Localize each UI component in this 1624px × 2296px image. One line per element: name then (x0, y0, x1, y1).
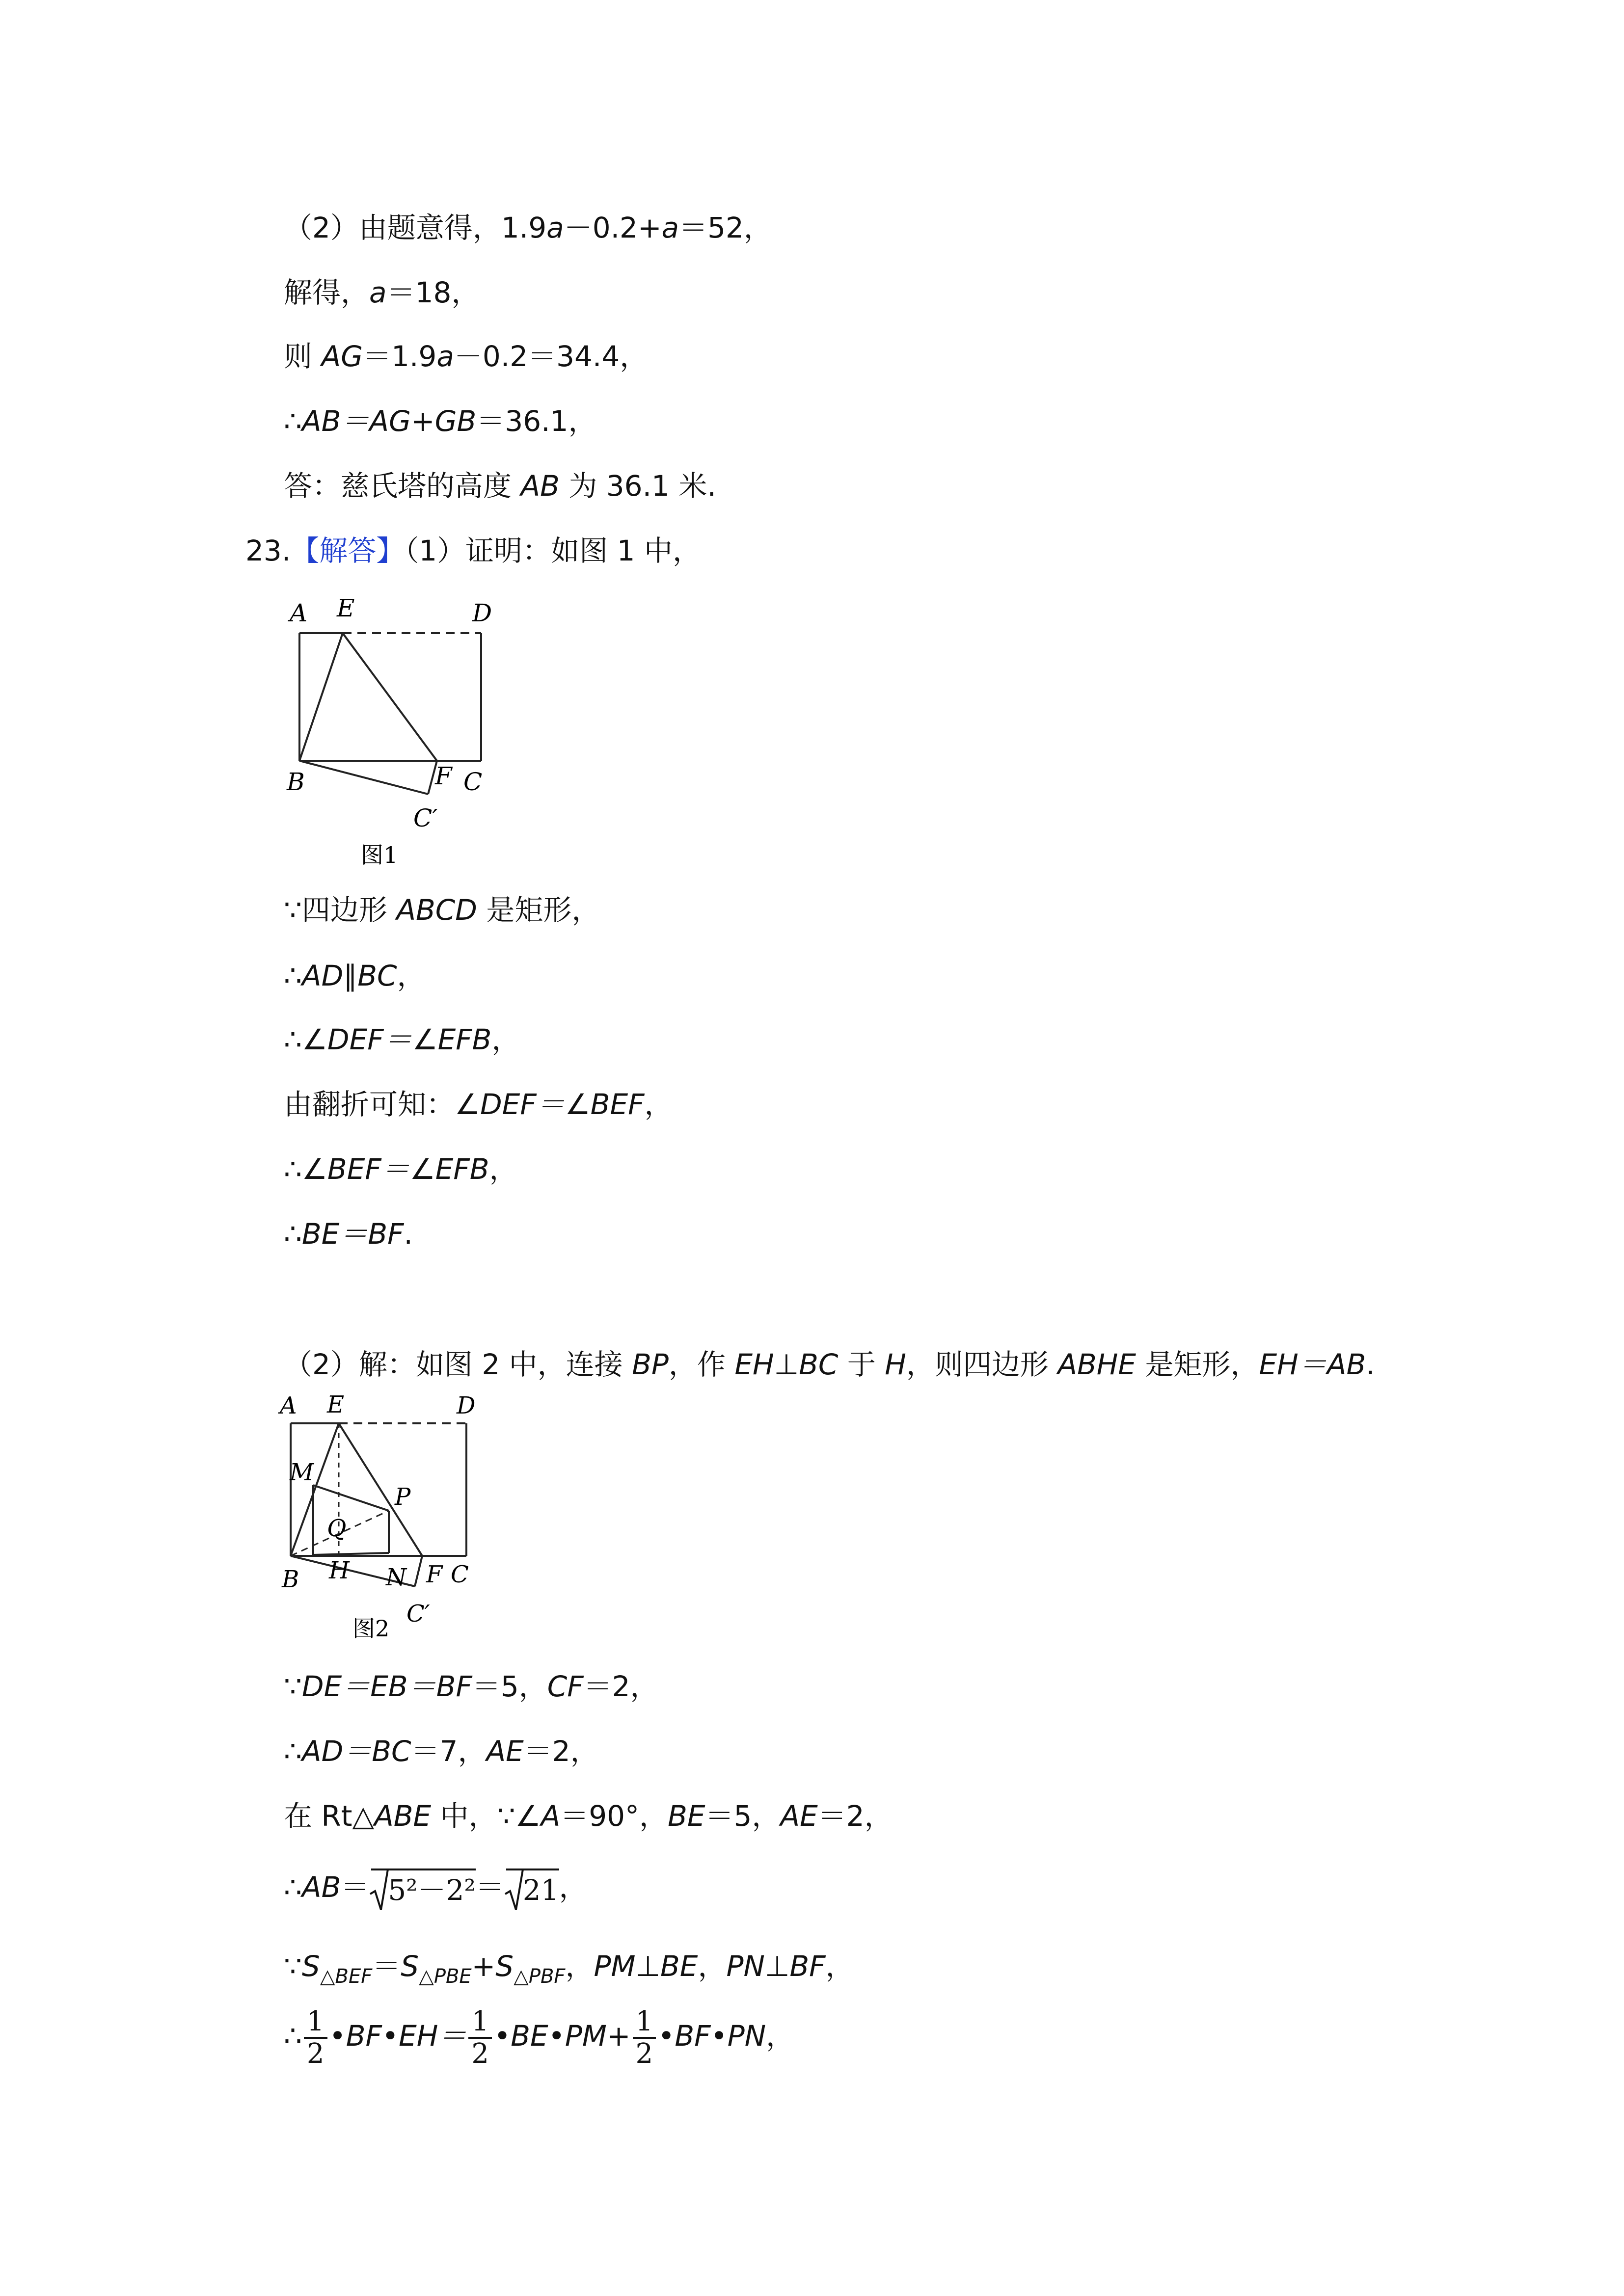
proof-line-1: ∵四边形 ABCD 是矩形， (284, 893, 600, 927)
fraction-half-1: $\frac{1}{2}$ (304, 2006, 327, 2069)
figure-1 (275, 589, 501, 874)
fig1-label-c-prime: C′ (413, 804, 438, 832)
fraction-half-3: $\frac{1}{2}$ (633, 2006, 656, 2069)
q23-header: 23.【解答】（1）证明：如图 1 中， (245, 534, 701, 567)
q22-line-4: ∴AB＝AG+GB＝36.1， (284, 404, 597, 438)
solution-line-6: ∴ $\frac{1}{2}$ •BF•EH＝ $\frac{1}{2}$ •BE•PM+ $\frac{1}{2}$ •BF•PN， (284, 2005, 795, 2070)
answer-tag: 【解答】 (291, 534, 405, 567)
proof-line-6: ∴BE＝BF. (284, 1217, 413, 1251)
figure-2 (275, 1389, 501, 1654)
fig2-label-q: Q (327, 1515, 347, 1542)
q22-line-1: （2）由题意得，1.9a－0.2+a＝52， (284, 211, 772, 244)
fig1-label-a: A (290, 599, 308, 627)
fig2-label-n: N (386, 1564, 406, 1591)
solution-line-1: ∵DE＝EB＝BF＝5，CF＝2， (284, 1670, 659, 1703)
solution-line-2: ∴AD＝BC＝7，AE＝2， (284, 1735, 599, 1768)
fig2-label-c-prime: C′ (406, 1600, 430, 1628)
fraction-half-2: $\frac{1}{2}$ (468, 2006, 492, 2069)
proof-line-4: 由翻折可知：∠DEF＝∠BEF， (284, 1088, 673, 1121)
sqrt-expression-1: 5²－2² (371, 1869, 475, 1910)
q22-line-3: 则 AG＝1.9a－0.2＝34.4， (284, 340, 649, 373)
proof-line-5: ∴∠BEF＝∠EFB， (284, 1152, 518, 1186)
fig2-label-d: D (457, 1392, 476, 1419)
solution-line-4: ∴AB＝ 5²－2²＝ 21， (284, 1860, 588, 1914)
fig1-label-d: D (472, 599, 492, 627)
fig2-label-h: H (329, 1557, 350, 1584)
fig1-label-f: F (435, 762, 452, 790)
sqrt-expression-2: 21 (506, 1869, 559, 1910)
question-number: 23. (245, 534, 291, 567)
fig2-caption: 图2 (352, 1615, 390, 1642)
fig2-label-b: B (282, 1566, 299, 1593)
fig1-label-c: C (463, 768, 483, 796)
part2-intro: （2）解：如图 2 中，连接 BP，作 EH⊥BC 于 H，则四边形 ABHE 是矩形，EH＝AB. (284, 1348, 1375, 1381)
fig2-label-m: M (290, 1459, 314, 1486)
fig1-caption: 图1 (361, 842, 398, 868)
fig2-label-c: C (451, 1561, 469, 1588)
proof-line-3: ∴∠DEF＝∠EFB， (284, 1023, 520, 1056)
fig1-label-b: B (287, 768, 305, 796)
fig2-label-p: P (395, 1483, 411, 1511)
solution-line-3: 在 Rt△ABE 中，∵∠A＝90°，BE＝5，AE＝2， (284, 1799, 893, 1833)
proof-line-2: ∴AD∥BC， (284, 959, 426, 992)
fig2-label-f: F (426, 1561, 443, 1588)
fig2-label-e: E (327, 1391, 345, 1418)
fig1-label-e: E (337, 594, 355, 622)
q22-line-2: 解得，a＝18， (284, 276, 480, 309)
q22-answer: 答：慈氏塔的高度 AB 为 36.1 米. (284, 469, 716, 503)
solution-line-5: $\because S_{\triangle BEF}=S_{\triangle PBE}+S_{\triangle PBF}$，PM⊥BE，PN⊥BF， (284, 1949, 854, 1988)
fig2-label-a: A (280, 1392, 297, 1419)
